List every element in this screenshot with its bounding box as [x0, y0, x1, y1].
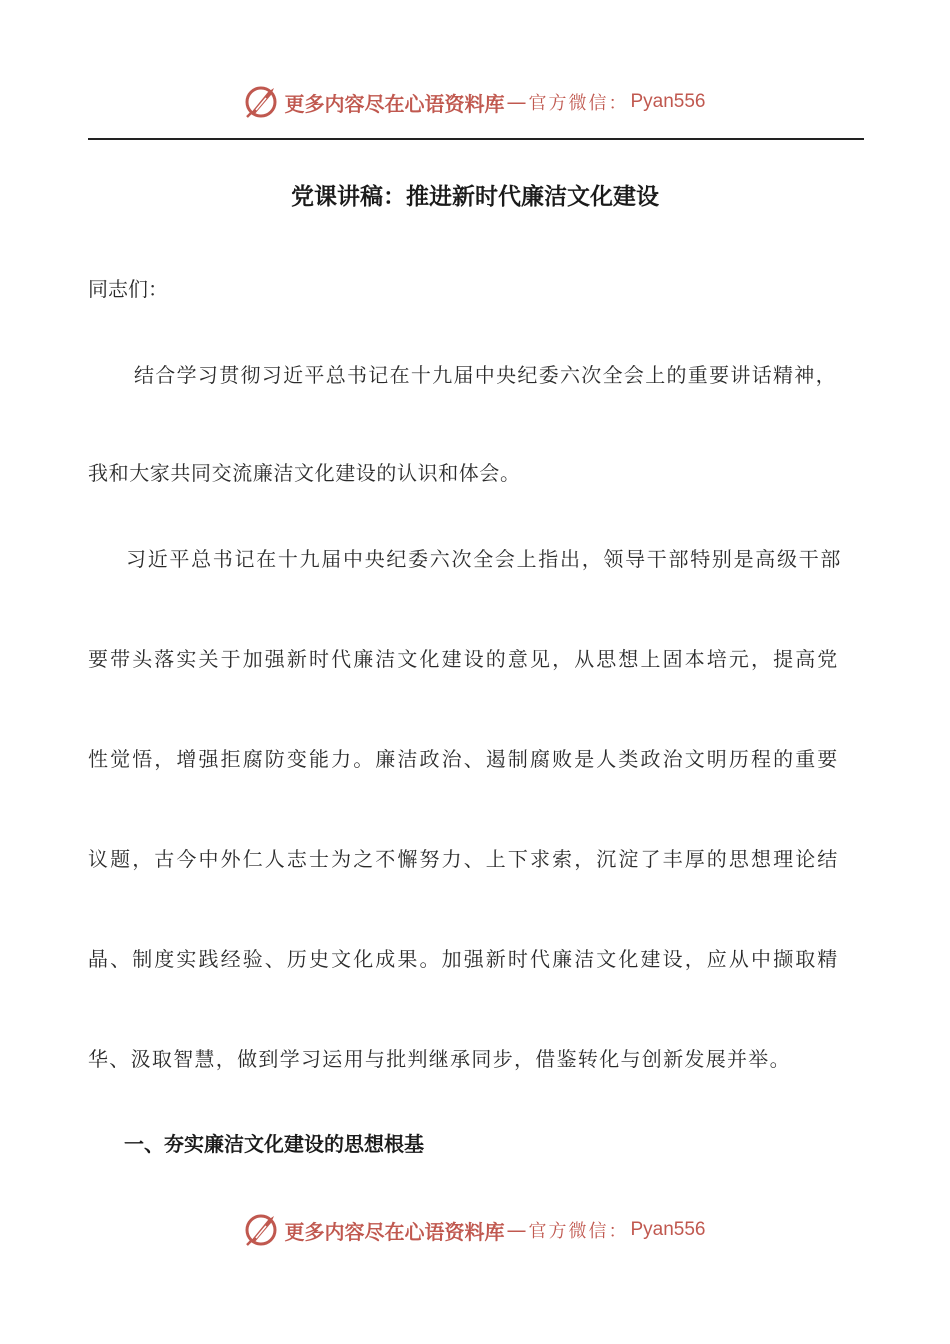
header-wechat-id: Pyan556 [630, 91, 706, 112]
footer-brand-text: 更多内容尽在心语资料库 [284, 1219, 505, 1244]
header-brand-text: 更多内容尽在心语资料库 [284, 91, 505, 116]
paragraph-line: 议题，古今中外仁人志士为之不懈努力、上下求索，沉淀了丰厚的思想理论结 [88, 847, 840, 871]
paragraph-line: 要带头落实关于加强新时代廉洁文化建设的意见，从思想上固本培元，提高党 [88, 647, 840, 671]
paragraph-line: 华、汲取智慧，做到学习运用与批判继承同步，借鉴转化与创新发展并举。 [88, 1047, 791, 1071]
document-title: 党课讲稿：推进新时代廉洁文化建设 [291, 184, 659, 210]
header-banner [0, 82, 950, 122]
salutation: 同志们： [88, 277, 168, 301]
footer-dash: — [506, 1218, 527, 1242]
quill-pen-logo-icon [244, 84, 280, 120]
quill-pen-logo-icon [244, 1212, 280, 1248]
paragraph-line: 性觉悟，增强拒腐防变能力。廉洁政治、遏制腐败是人类政治文明历程的重要 [88, 747, 840, 771]
header-dash: — [506, 90, 527, 114]
footer-banner [0, 1210, 950, 1250]
footer-wechat-id: Pyan556 [630, 1219, 706, 1240]
header-divider [88, 138, 864, 140]
paragraph-line: 结合学习贯彻习近平总书记在十九届中央纪委六次全会上的重要讲话精神， [134, 363, 837, 387]
header-wechat-label: 官方微信： [528, 93, 629, 114]
paragraph-line: 我和大家共同交流廉洁文化建设的认识和体会。 [88, 461, 521, 485]
footer-wechat-label: 官方微信： [528, 1221, 629, 1242]
paragraph-line: 晶、制度实践经验、历史文化成果。加强新时代廉洁文化建设，应从中撷取精 [88, 947, 840, 971]
paragraph-line: 习近平总书记在十九届中央纪委六次全会上指出，领导干部特别是高级干部 [126, 547, 843, 571]
section-heading: 一、夯实廉洁文化建设的思想根基 [124, 1132, 424, 1156]
